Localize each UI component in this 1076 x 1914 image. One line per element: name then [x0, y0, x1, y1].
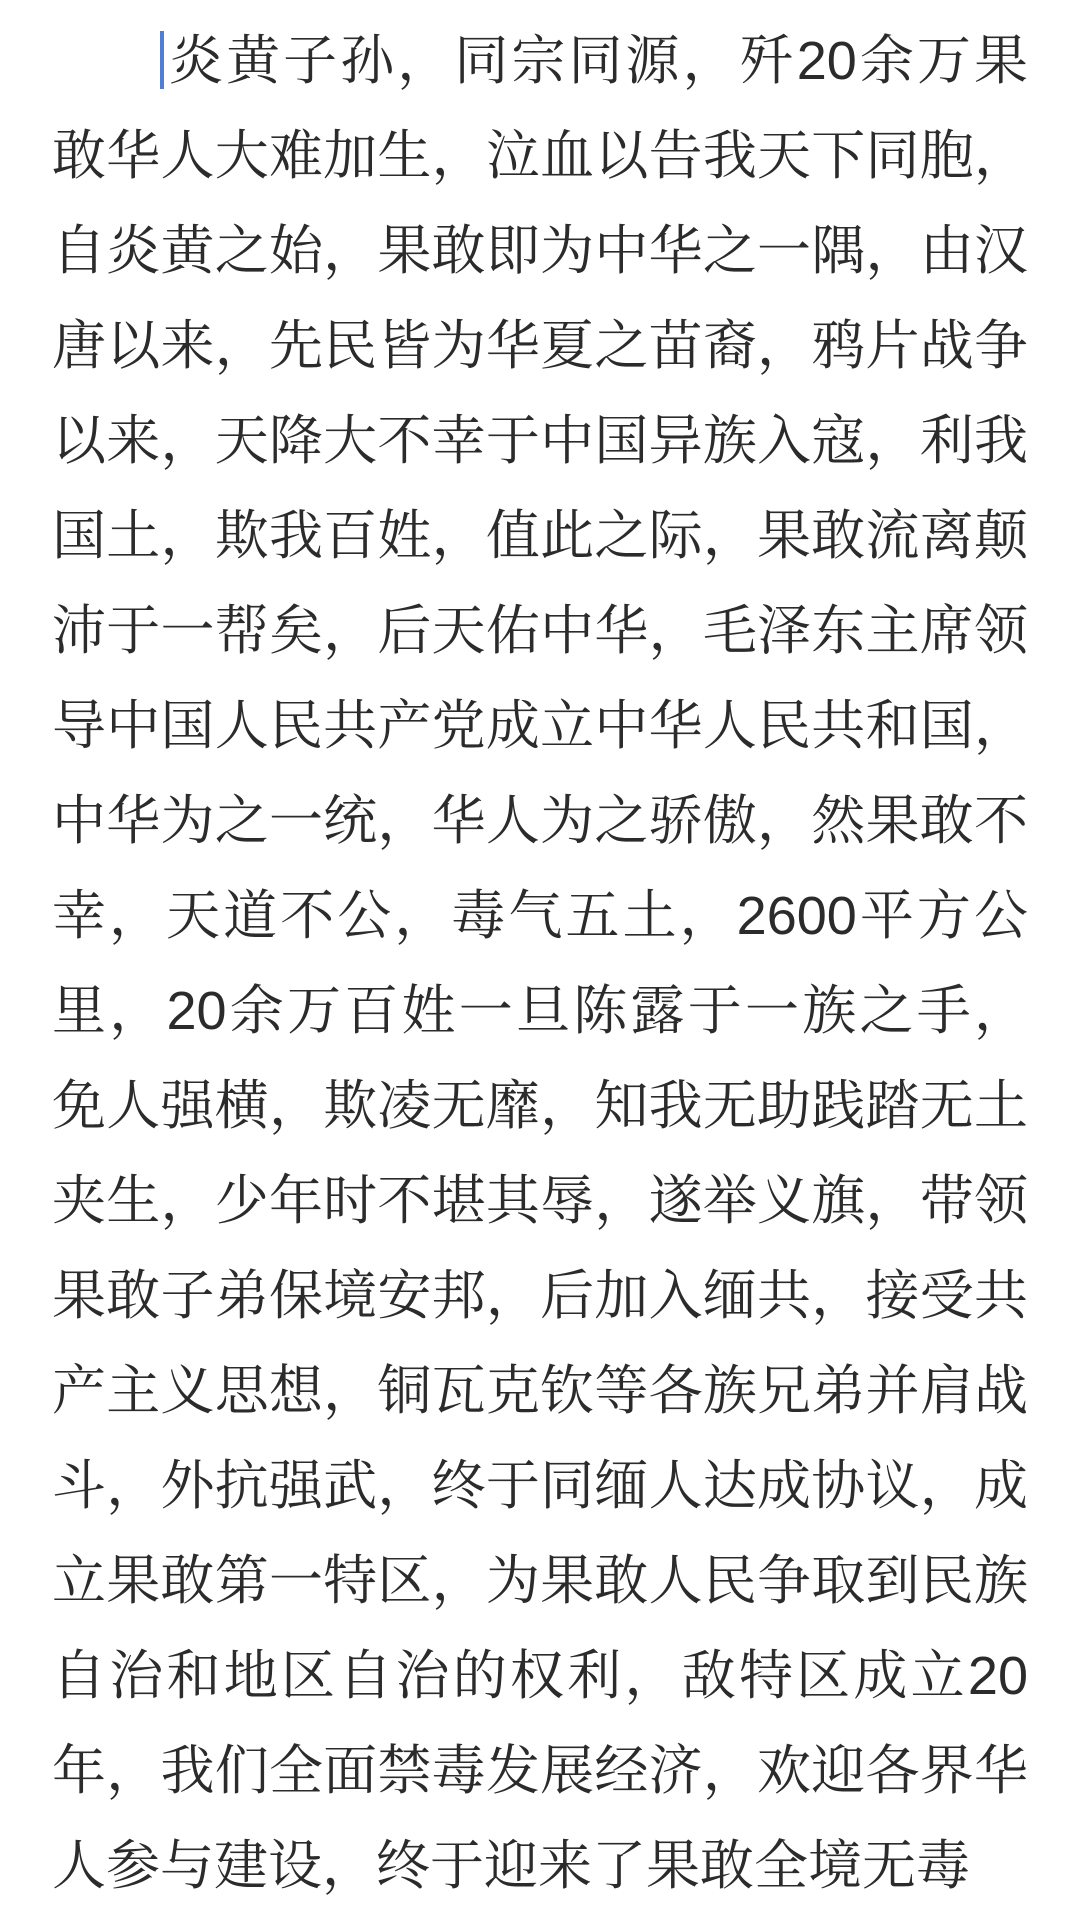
document-paragraph[interactable] [52, 14, 1028, 1914]
paragraph-text: 炎黄子孙，同宗同源，歼20余万果敢华人大难加生，泣血以告我天下同胞，自炎黄之始，果敢即为中华之一隅，由汉唐以来，先民皆为华夏之苗裔，鸦片战争以来，天降大不幸于中国异族入寇，利我国土，欺我百姓，值此之际，果敢流离颠沛于一帮矣，后天佑中华，毛泽东主席领导中国人民共产党成立中华人民共和国，中华为之一统，华人为之骄傲，然果敢不幸，天道不公，毒气五土，2600平方公里，20余万百姓一旦陈露于一族之手，免人强横，欺凌无靡，知我无助践踏无土夹生，少年时不堪其辱，遂举义旗，带领果敢子弟保境安邦，后加入缅共，接受共产主义思想，铜瓦克钦等各族兄弟并肩战斗，外抗强武，终于同缅人达成协议，成立果敢第一特区，为果敢人民争取到民族自治和地区自治的权利，敌特区成立20年，我们全面禁毒发展经济，欢迎各界华人参与建设，终于迎来了果敢全境无毒 [52, 31, 1028, 1896]
text-caret [160, 31, 164, 89]
